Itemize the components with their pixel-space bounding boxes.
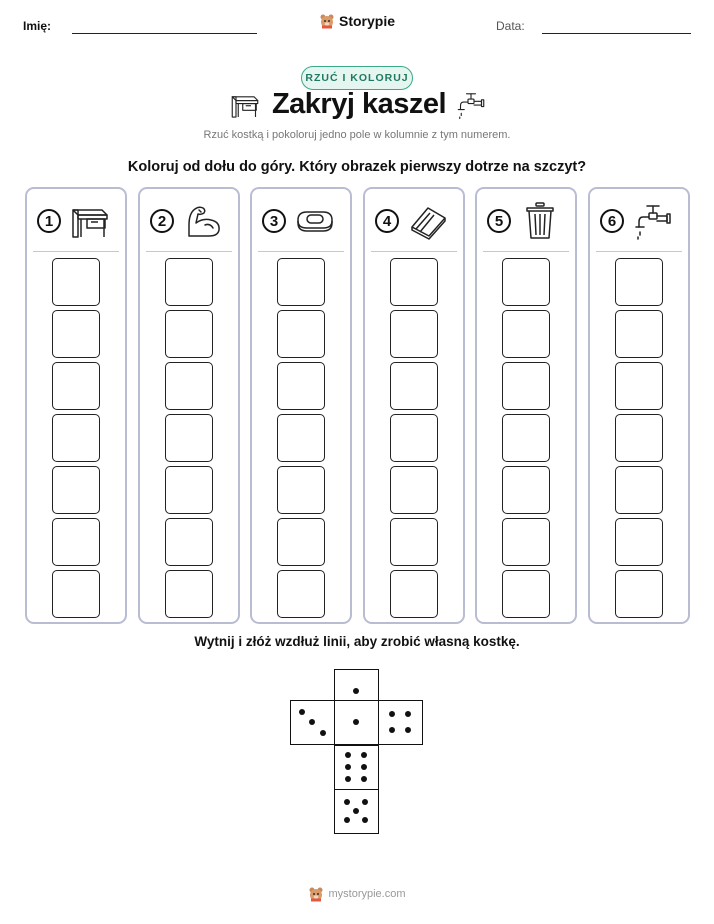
die-pip (345, 752, 351, 758)
coloring-cell[interactable] (390, 362, 438, 410)
column-number: 5 (487, 209, 511, 233)
name-line (72, 33, 257, 34)
brand-logo (0, 13, 714, 29)
bear-logo-icon (319, 13, 335, 29)
date-label: Data: (496, 19, 525, 33)
die-face-1 (334, 700, 379, 745)
column-number: 3 (262, 209, 286, 233)
die-pip (405, 727, 411, 733)
coloring-cell[interactable] (52, 414, 100, 462)
cut-instruction: Wytnij i złóż wzdłuż linii, aby zrobić własną kostkę. (194, 634, 520, 649)
die-pip (320, 730, 326, 736)
coloring-cell[interactable] (165, 362, 213, 410)
coloring-cell[interactable] (165, 518, 213, 566)
column-5 (475, 187, 577, 624)
coloring-cell[interactable] (615, 466, 663, 514)
coloring-cell[interactable] (502, 466, 550, 514)
coloring-cell[interactable] (390, 414, 438, 462)
die-pip (299, 709, 305, 715)
coloring-cell[interactable] (502, 362, 550, 410)
coloring-cell[interactable] (277, 362, 325, 410)
name-label: Imię: (23, 19, 52, 33)
coloring-cell[interactable] (52, 466, 100, 514)
page-subtitle: Rzuć kostką i pokoloruj jedno pole w kolumnie z tym numerem. (203, 129, 511, 141)
footer (0, 886, 714, 902)
die-pip (389, 727, 395, 733)
trash-can-icon (520, 201, 560, 241)
die-pip (361, 752, 367, 758)
die-pip (362, 817, 368, 823)
column-number: 4 (375, 209, 399, 233)
coloring-cell[interactable] (277, 414, 325, 462)
coloring-cell[interactable] (615, 414, 663, 462)
coloring-cell[interactable] (165, 570, 213, 618)
die-face-5 (334, 789, 379, 834)
column-4 (363, 187, 465, 624)
coloring-cell[interactable] (277, 570, 325, 618)
column-number: 1 (37, 209, 61, 233)
die-face-6 (334, 745, 379, 790)
column-number: 6 (600, 209, 624, 233)
coloring-cell[interactable] (390, 258, 438, 306)
coloring-cell[interactable] (165, 310, 213, 358)
coloring-cell[interactable] (52, 310, 100, 358)
die-pip (353, 808, 359, 814)
coloring-cell[interactable] (615, 570, 663, 618)
coloring-cell[interactable] (615, 258, 663, 306)
coloring-cell[interactable] (52, 362, 100, 410)
die-pip (309, 719, 315, 725)
die-pip (353, 688, 359, 694)
desk-icon (70, 201, 110, 241)
coloring-cell[interactable] (165, 414, 213, 462)
die-pip (353, 719, 359, 725)
coloring-cell[interactable] (502, 258, 550, 306)
coloring-cell[interactable] (165, 258, 213, 306)
column-3 (250, 187, 352, 624)
coloring-cell[interactable] (502, 570, 550, 618)
die-face-3 (290, 700, 335, 745)
coloring-cell[interactable] (165, 466, 213, 514)
coloring-cell[interactable] (502, 310, 550, 358)
die-face-4 (378, 700, 423, 745)
desk-icon (228, 90, 262, 120)
die-pip (345, 764, 351, 770)
activity-badge: RZUĆ I KOLORUJ (301, 66, 413, 90)
die-pip (361, 776, 367, 782)
coloring-cell[interactable] (277, 466, 325, 514)
die-pip (345, 776, 351, 782)
coloring-cell[interactable] (502, 414, 550, 462)
column-1 (25, 187, 127, 624)
coloring-cell[interactable] (52, 518, 100, 566)
coloring-cell[interactable] (277, 310, 325, 358)
die-pip (344, 799, 350, 805)
tissue-icon (408, 201, 448, 241)
coloring-cell[interactable] (502, 518, 550, 566)
date-line (542, 33, 691, 34)
soap-icon (295, 201, 335, 241)
coloring-cell[interactable] (390, 570, 438, 618)
brand-name: Storypie (338, 13, 395, 29)
faucet-icon (633, 201, 673, 241)
coloring-cell[interactable] (390, 310, 438, 358)
coloring-cell[interactable] (615, 362, 663, 410)
coloring-cell[interactable] (615, 518, 663, 566)
coloring-cell[interactable] (390, 518, 438, 566)
die-pip (344, 817, 350, 823)
coloring-cell[interactable] (277, 258, 325, 306)
coloring-cell[interactable] (52, 570, 100, 618)
instruction-text: Koloruj od dołu do góry. Który obrazek pierwszy dotrze na szczyt? (127, 159, 587, 175)
coloring-cell[interactable] (277, 518, 325, 566)
die-pip (361, 764, 367, 770)
coloring-cell[interactable] (390, 466, 438, 514)
page-title: Zakryj kaszel (271, 88, 447, 120)
faucet-icon (456, 90, 486, 120)
flexed-arm-icon (183, 201, 223, 241)
coloring-cell[interactable] (615, 310, 663, 358)
die-pip (362, 799, 368, 805)
bear-logo-icon (308, 886, 324, 902)
column-6 (588, 187, 690, 624)
die-pip (389, 711, 395, 717)
die-pip (405, 711, 411, 717)
column-2 (138, 187, 240, 624)
column-number: 2 (150, 209, 174, 233)
coloring-cell[interactable] (52, 258, 100, 306)
footer-url: mystorypie.com (328, 888, 406, 900)
